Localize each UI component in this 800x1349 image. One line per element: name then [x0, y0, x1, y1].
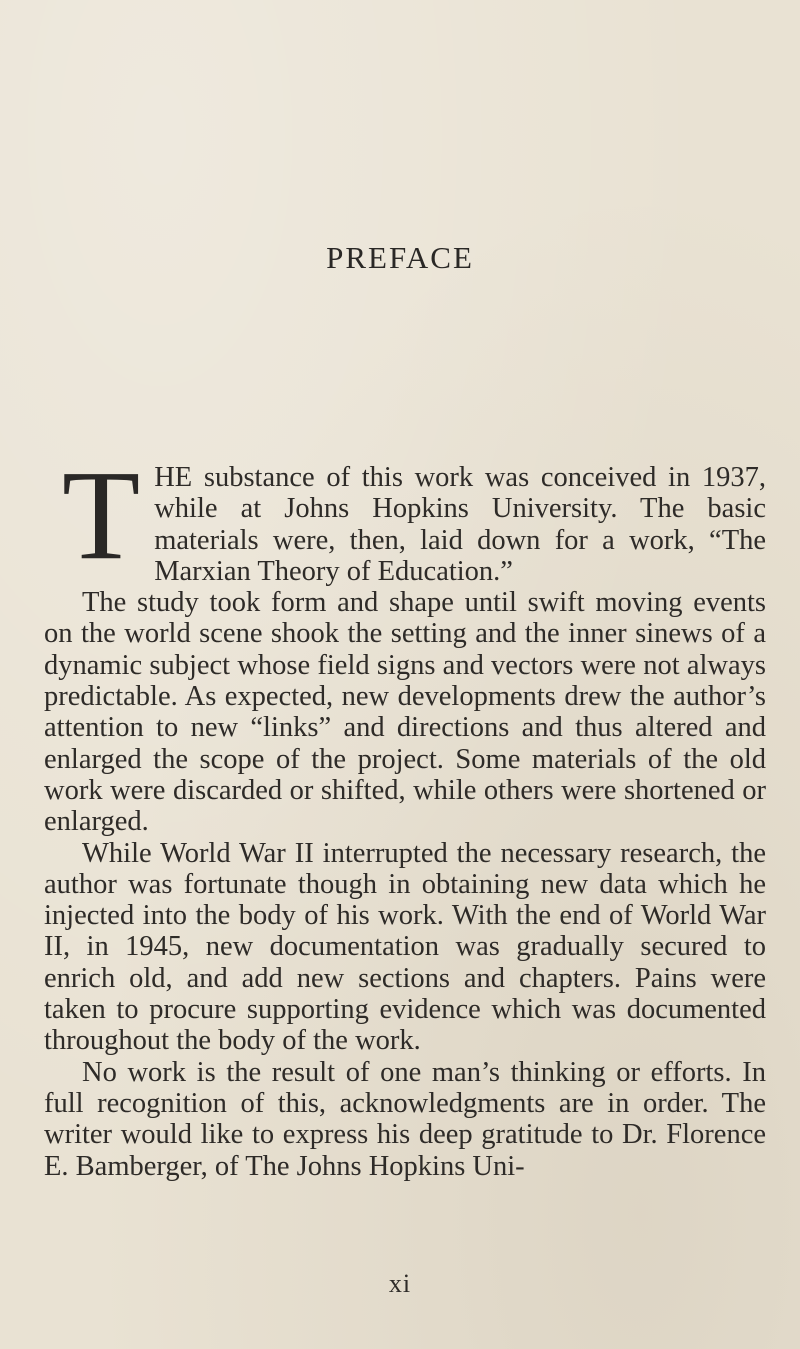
page-number: xi [388, 1269, 412, 1298]
page-title: PREFACE [326, 240, 474, 275]
paragraph-1-text: HE substance of this work was conceived in 1937, while at Johns Hopkins University. The basic materials were, then, laid down for a work, “The Marxian Theory of Education.” [154, 462, 766, 587]
drop-cap: T [62, 444, 141, 586]
preface-body [44, 444, 766, 1182]
paragraph-3: While World War II interrupted the necessary research, the author was fortunate though in obtaining new data which he injected into the body of his work. With the end of World War II, in 1945, new documentation was gradually secured to enrich old, and add new sections and chapters. Pains were taken to procure supporting evidence which was documented throughout the body of the work. [44, 837, 766, 1057]
paragraph-2: The study took form and shape until swift moving events on the world scene shook the setting and the inner sinews of a dynamic subject whose field signs and vectors were not always predictable. As expected, new developments drew the author’s attention to new “links” and directions and thus altered and enlarged the scope of the project. Some materials of the old work were discarded or shifted, while others were shortened or enlarged. [44, 587, 766, 838]
paragraph-1 [44, 444, 766, 587]
paragraph-4: No work is the result of one man’s thinking or efforts. In full recognition of this, acknowledgments are in order. The writer would like to express his deep gratitude to Dr. Florence E. Bamberger, of The Johns Hopkins Uni- [44, 1056, 766, 1182]
